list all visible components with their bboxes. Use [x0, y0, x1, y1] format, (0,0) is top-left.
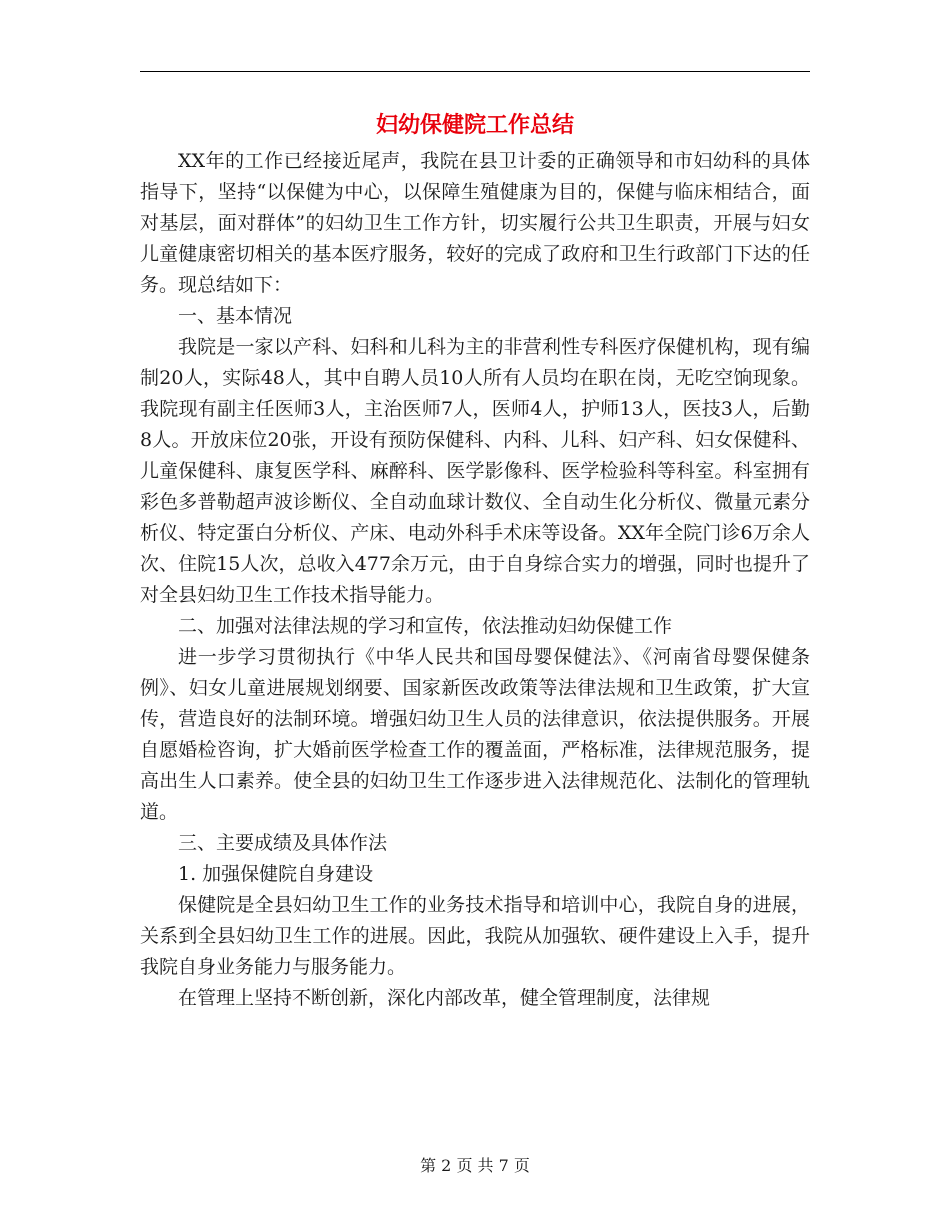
page-number-footer: 第 2 页 共 7 页: [420, 1156, 530, 1175]
management-paragraph: 在管理上坚持不断创新，深化内部改革，健全管理制度，法律规: [178, 987, 711, 1009]
intro-paragraph: XX年的工作已经接近尾声，我院在县卫计委的正确领导和市妇幼科的具体指导下，坚持“以保健为中心，以保障生殖健康为目的，保健与临床相结合，面对基层，面对群体”的妇幼卫生工作方针，切实履行公共卫生职责，开展与妇女儿童健康密切相关的基本医疗服务，较好的完成了政府和卫生行政部门下达的任务。现总结如下：: [140, 150, 810, 296]
basic-situation-paragraph: 我院是一家以产科、妇科和儿科为主的非营利性专科医疗保健机构，现有编制20人，实际48人，其中自聘人员10人所有人员均在职在岗，无吃空饷现象。我院现有副主任医师3人，主治医师7人，医师4人，护师13人，医技3人，后勤8人。开放床位20张，开设有预防保健科、内科、儿科、妇产科、妇女保健科、儿童保健科、康复医学科、麻醉科、医学影像科、医学检验科等科室。科室拥有彩色多普勒超声波诊断仪、全自动血球计数仪、全自动生化分析仪、微量元素分析仪、特定蛋白分析仪、产床、电动外科手术床等设备。XX年全院门诊6万余人次、住院15人次，总收入477余万元，由于自身综合实力的增强，同时也提升了对全县妇幼卫生工作技术指导能力。: [140, 336, 810, 606]
header-rule: [140, 71, 810, 72]
document-body: [140, 146, 810, 1014]
section-heading-achievements: 三、主要成绩及具体作法: [178, 832, 388, 854]
section-heading-legal-study: 二、加强对法律法规的学习和宣传，依法推动妇幼保健工作: [178, 615, 673, 637]
section-heading-basic-situation: 一、基本情况: [178, 305, 293, 327]
self-construction-paragraph: 保健院是全县妇幼卫生工作的业务技术指导和培训中心，我院自身的进展，关系到全县妇幼卫生工作的进展。因此，我院从加强软、硬件建设上入手，提升我院自身业务能力与服务能力。: [140, 894, 810, 978]
document-title: 妇幼保健院工作总结: [375, 112, 574, 138]
legal-study-paragraph: 进一步学习贯彻执行《中华人民共和国母婴保健法》、《河南省母婴保健条例》、妇女儿童进展规划纲要、国家新医改政策等法律法规和卫生政策，扩大宣传，营造良好的法制环境。增强妇幼卫生人员的法律意识，依法提供服务。开展自愿婚检咨询，扩大婚前医学检查工作的覆盖面，严格标准，法律规范服务，提高出生人口素养。使全县的妇幼卫生工作逐步进入法律规范化、法制化的管理轨道。: [140, 646, 810, 823]
subheading-self-construction: 1. 加强保健院自身建设: [178, 863, 374, 885]
